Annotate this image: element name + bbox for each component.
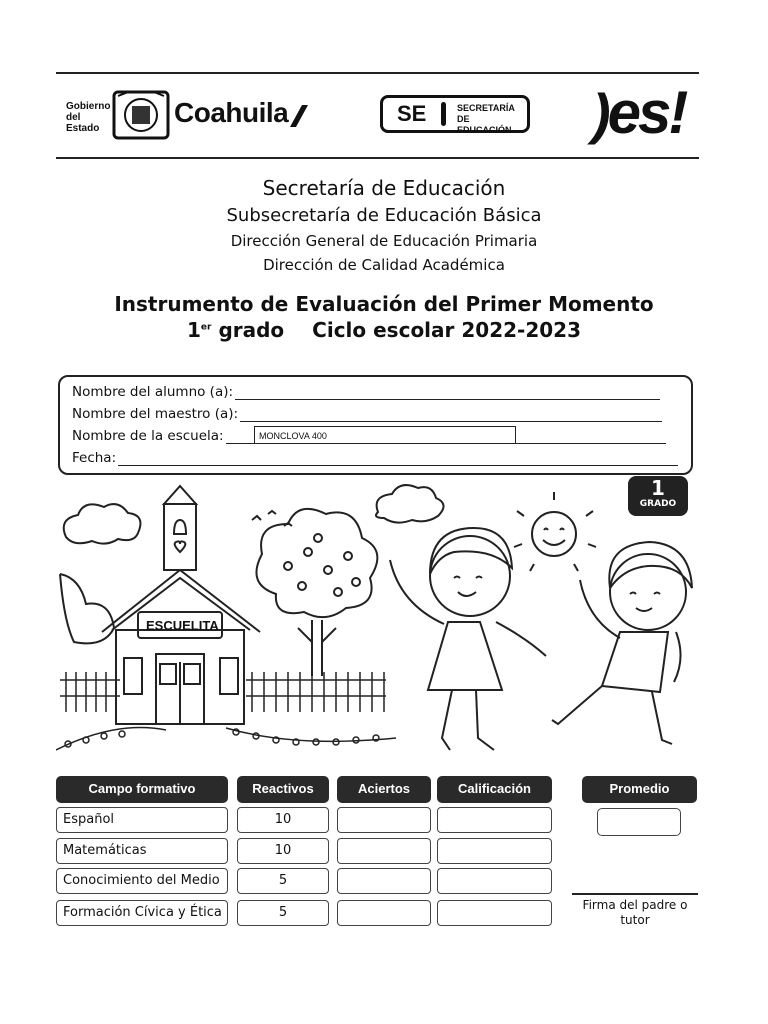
table-row-reactivos: 10	[237, 807, 329, 833]
table-row-reactivos: 5	[237, 900, 329, 926]
table-row-campo: Español	[56, 807, 228, 833]
flowers-icon	[56, 728, 396, 751]
school-cycle: Ciclo escolar 2022-2023	[312, 318, 581, 342]
boy-icon	[552, 542, 692, 744]
fecha-label: Fecha:	[72, 450, 117, 466]
grade-word: grado	[218, 318, 285, 342]
aciertos-input[interactable]	[337, 838, 431, 864]
coat-of-arms-icon	[110, 86, 172, 144]
title-secretaria: Secretaría de Educación	[262, 176, 506, 200]
es-logo-bracket-icon: )	[592, 82, 608, 145]
escuela-label: Nombre de la escuela:	[72, 428, 224, 444]
grade-sup: er	[200, 322, 212, 333]
calificacion-input[interactable]	[437, 900, 552, 926]
fecha-field[interactable]	[72, 450, 678, 466]
header-calificacion: Calificación	[437, 776, 552, 803]
maestro-field[interactable]	[72, 406, 662, 422]
aciertos-input[interactable]	[337, 868, 431, 894]
se-logo	[380, 95, 530, 133]
header-top-rule	[56, 72, 699, 74]
es-logo-text: es!	[607, 79, 686, 146]
header-bottom-rule	[56, 157, 699, 159]
table-row-campo: Conocimiento del Medio	[56, 868, 228, 894]
cloud-left-icon	[64, 504, 141, 543]
table-row-campo: Matemáticas	[56, 838, 228, 864]
es-logo	[592, 78, 685, 147]
gobierno-label: Gobierno del Estado	[66, 101, 111, 134]
header-campo-formativo: Campo formativo	[56, 776, 228, 803]
maestro-label: Nombre del maestro (a):	[72, 406, 239, 422]
fecha-line[interactable]	[118, 453, 678, 466]
grade-cycle-line	[0, 318, 768, 342]
page-title: Instrumento de Evaluación del Primer Momento	[114, 292, 654, 316]
coahuila-slash-icon	[288, 103, 310, 129]
header-aciertos: Aciertos	[337, 776, 431, 803]
escuela-input[interactable]: MONCLOVA 400	[254, 426, 516, 444]
calificacion-input[interactable]	[437, 807, 552, 833]
alumno-line[interactable]	[235, 387, 660, 400]
se-bar-icon	[441, 102, 446, 126]
bush-icon	[60, 574, 114, 643]
aciertos-input[interactable]	[337, 900, 431, 926]
aciertos-input[interactable]	[337, 807, 431, 833]
cloud-right-icon	[376, 485, 444, 522]
coahuila-logo-text: Coahuila	[174, 97, 289, 128]
escuelita-sign: ESCUELITA	[146, 618, 219, 633]
sun-icon	[514, 492, 596, 571]
grade-badge-label: GRADO	[639, 499, 677, 509]
fence-icon	[60, 672, 386, 712]
grade-badge-number: 1	[651, 476, 665, 500]
firma-label: Firma del padre o tutor	[582, 898, 688, 927]
calificacion-input[interactable]	[437, 838, 552, 864]
grade-number: 1	[187, 318, 201, 342]
header-promedio: Promedio	[582, 776, 697, 803]
header-reactivos: Reactivos	[237, 776, 329, 803]
table-row-campo: Formación Cívica y Ética	[56, 900, 228, 926]
tree-icon	[256, 509, 377, 676]
se-full-label: SECRETARÍA DE EDUCACIÓN	[457, 103, 515, 135]
table-row-reactivos: 5	[237, 868, 329, 894]
table-row-reactivos: 10	[237, 838, 329, 864]
title-subsecretaria: Subsecretaría de Educación Básica	[226, 205, 542, 226]
title-direccion-general: Dirección General de Educación Primaria	[230, 232, 538, 250]
school-building-icon	[102, 486, 260, 724]
se-short-label: SE	[397, 101, 427, 126]
title-direccion-calidad: Dirección de Calidad Académica	[263, 256, 505, 274]
maestro-line[interactable]	[240, 409, 662, 422]
calificacion-input[interactable]	[437, 868, 552, 894]
girl-icon	[390, 528, 546, 750]
student-info-box	[58, 375, 693, 475]
alumno-label: Nombre del alumno (a):	[72, 384, 234, 400]
promedio-input[interactable]	[597, 808, 681, 836]
alumno-field[interactable]	[72, 384, 660, 400]
firma-line[interactable]	[572, 893, 698, 895]
